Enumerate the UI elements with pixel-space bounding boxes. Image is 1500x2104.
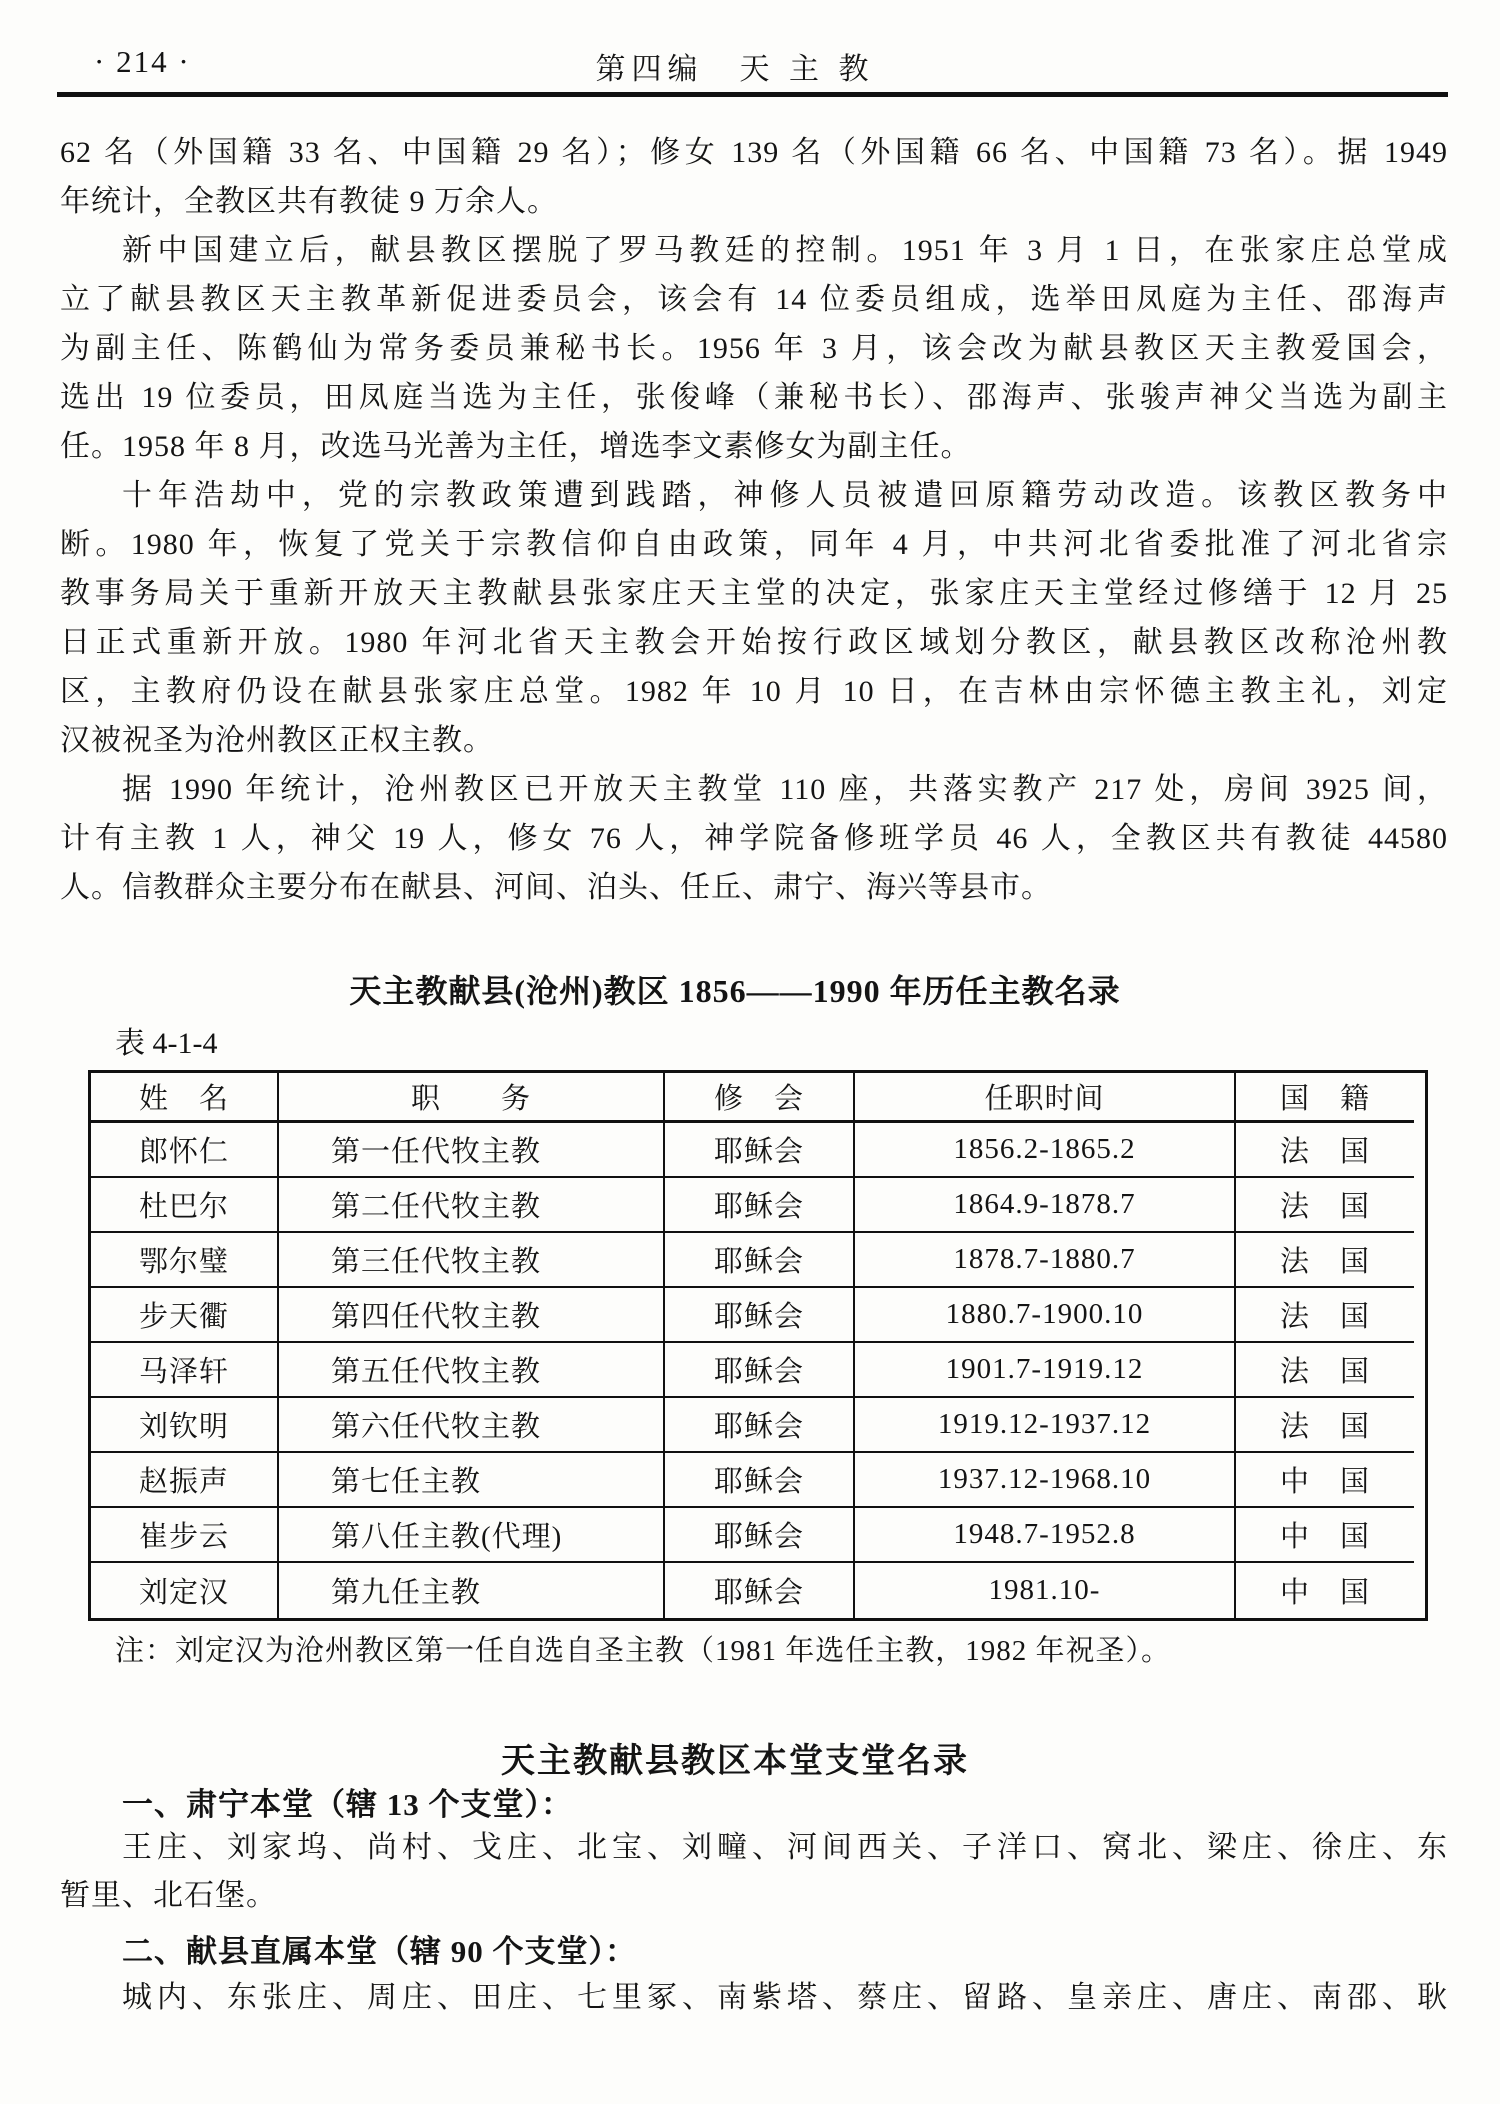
body-line: 据 1990 年统计，沧州教区已开放天主教堂 110 座，共落实教产 217 处，房间 3925 间， <box>122 773 1448 806</box>
cell-duty: 第七任主教 <box>279 1453 665 1508</box>
cell-name: 马泽轩 <box>91 1343 279 1398</box>
body-line: 年统计，全教区共有教徒 9 万余人。 <box>60 185 558 218</box>
cell-nationality: 法 国 <box>1236 1123 1414 1178</box>
cell-order: 耶稣会 <box>665 1343 855 1398</box>
cell-nationality: 法 国 <box>1236 1288 1414 1343</box>
cell-order: 耶稣会 <box>665 1288 855 1343</box>
cell-nationality: 法 国 <box>1236 1398 1414 1453</box>
directory-line: 王庄、刘家坞、尚村、戈庄、北宝、刘疃、河间西关、子洋口、窝北、梁庄、徐庄、东 <box>122 1831 1448 1864</box>
cell-name: 鄂尔璧 <box>91 1233 279 1288</box>
col-header-duty: 职 务 <box>279 1073 665 1123</box>
cell-name: 步天衢 <box>91 1288 279 1343</box>
body-line: 任。1958 年 8 月，改选马光善为主任，增选李文素修女为副主任。 <box>60 430 972 463</box>
cell-order: 耶稣会 <box>665 1233 855 1288</box>
chapter-header: 第四编 天 主 教 <box>595 53 875 86</box>
cell-period: 1864.9-1878.7 <box>855 1178 1236 1233</box>
cell-order: 耶稣会 <box>665 1508 855 1563</box>
cell-nationality: 法 国 <box>1236 1233 1414 1288</box>
directory-list <box>60 1974 1448 2022</box>
page-number: · 214 · <box>94 44 191 79</box>
body-line: 新中国建立后，献县教区摆脱了罗马教廷的控制。1951 年 3 月 1 日，在张家庄总堂成 <box>122 234 1448 267</box>
cell-period: 1878.7-1880.7 <box>855 1233 1236 1288</box>
col-header-name: 姓 名 <box>91 1073 279 1123</box>
cell-name: 杜巴尔 <box>91 1178 279 1233</box>
cell-duty: 第二任代牧主教 <box>279 1178 665 1233</box>
cell-order: 耶稣会 <box>665 1563 855 1618</box>
cell-name: 崔步云 <box>91 1508 279 1563</box>
cell-duty: 第六任代牧主教 <box>279 1398 665 1453</box>
directory-heading: 二、献县直属本堂（辖 90 个支堂）： <box>122 1934 637 1969</box>
body-text <box>60 128 1448 912</box>
cell-name: 刘钦明 <box>91 1398 279 1453</box>
cell-order: 耶稣会 <box>665 1123 855 1178</box>
cell-name: 赵振声 <box>91 1453 279 1508</box>
cell-duty: 第四任代牧主教 <box>279 1288 665 1343</box>
cell-name: 刘定汉 <box>91 1563 279 1618</box>
cell-order: 耶稣会 <box>665 1398 855 1453</box>
table-label: 表 4-1-4 <box>115 1027 218 1060</box>
body-line: 立了献县教区天主教革新促进委员会，该会有 14 位委员组成，选举田凤庭为主任、邵海声 <box>60 283 1448 316</box>
directory-heading: 一、肃宁本堂（辖 13 个支堂）： <box>122 1787 573 1822</box>
cell-period: 1856.2-1865.2 <box>855 1123 1236 1178</box>
body-line: 区，主教府仍设在献县张家庄总堂。1982 年 10 月 10 日，在吉林由宗怀德主教主礼，刘定 <box>60 675 1448 708</box>
body-line: 人。信教群众主要分布在献县、河间、泊头、任丘、肃宁、海兴等县市。 <box>60 871 1052 904</box>
body-line: 计有主教 1 人，神父 19 人，修女 76 人，神学院备修班学员 46 人，全教区共有教徒 44580 <box>60 822 1448 855</box>
bishops-table <box>88 1070 1428 1621</box>
cell-duty: 第八任主教(代理) <box>279 1508 665 1563</box>
cell-nationality: 法 国 <box>1236 1178 1414 1233</box>
cell-nationality: 中 国 <box>1236 1453 1414 1508</box>
cell-period: 1880.7-1900.10 <box>855 1288 1236 1343</box>
cell-period: 1937.12-1968.10 <box>855 1453 1236 1508</box>
body-line: 断。1980 年，恢复了党关于宗教信仰自由政策，同年 4 月，中共河北省委批准了河北省宗 <box>60 528 1448 561</box>
cell-name: 郎怀仁 <box>91 1123 279 1178</box>
directory-title: 天主教献县教区本堂支堂名录 <box>501 1743 969 1780</box>
cell-order: 耶稣会 <box>665 1453 855 1508</box>
body-line: 教事务局关于重新开放天主教献县张家庄天主堂的决定，张家庄天主堂经过修缮于 12 月 25 <box>60 577 1448 610</box>
cell-duty: 第九任主教 <box>279 1563 665 1618</box>
body-line: 日正式重新开放。1980 年河北省天主教会开始按行政区域划分教区，献县教区改称沧州教 <box>60 626 1448 659</box>
directory-line: 暂里、北石堡。 <box>60 1879 277 1912</box>
body-line: 十年浩劫中，党的宗教政策遭到践踏，神修人员被遣回原籍劳动改造。该教区教务中 <box>122 479 1448 512</box>
table-title: 天主教献县(沧州)教区 1856——1990 年历任主教名录 <box>349 973 1121 1009</box>
cell-nationality: 中 国 <box>1279 1577 1370 1609</box>
col-header-order: 修 会 <box>665 1073 855 1123</box>
directory-list <box>60 1824 1448 1920</box>
body-line: 汉被祝圣为沧州教区正权主教。 <box>60 724 494 757</box>
cell-order: 耶稣会 <box>665 1178 855 1233</box>
table-note: 注：刘定汉为沧州教区第一任自选自圣主教（1981 年选任主教，1982 年祝圣）。 <box>115 1635 1172 1667</box>
cell-period: 1919.12-1937.12 <box>855 1398 1236 1453</box>
cell-period: 1901.7-1919.12 <box>855 1343 1236 1398</box>
cell-duty: 第一任代牧主教 <box>279 1123 665 1178</box>
col-header-period: 任职时间 <box>855 1073 1236 1123</box>
cell-nationality: 法 国 <box>1236 1343 1414 1398</box>
body-line: 62 名（外国籍 33 名、中国籍 29 名）；修女 139 名（外国籍 66 名、中国籍 73 名）。据 1949 <box>60 136 1448 169</box>
body-line: 为副主任、陈鹤仙为常务委员兼秘书长。1956 年 3 月，该会改为献县教区天主教爱国会， <box>60 332 1448 365</box>
directory-line: 城内、东张庄、周庄、田庄、七里冢、南紫塔、蔡庄、留路、皇亲庄、唐庄、南邵、耿 <box>122 1981 1448 2014</box>
cell-period: 1981.10- <box>855 1563 1236 1618</box>
cell-duty: 第五任代牧主教 <box>279 1343 665 1398</box>
header-rule <box>57 92 1448 97</box>
cell-nationality: 中 国 <box>1236 1508 1414 1563</box>
cell-period: 1948.7-1952.8 <box>855 1508 1236 1563</box>
col-header-nationality: 国 籍 <box>1236 1073 1414 1123</box>
body-line: 选出 19 位委员，田凤庭当选为主任，张俊峰（兼秘书长）、邵海声、张骏声神父当选为副主 <box>60 381 1448 414</box>
cell-duty: 第三任代牧主教 <box>279 1233 665 1288</box>
